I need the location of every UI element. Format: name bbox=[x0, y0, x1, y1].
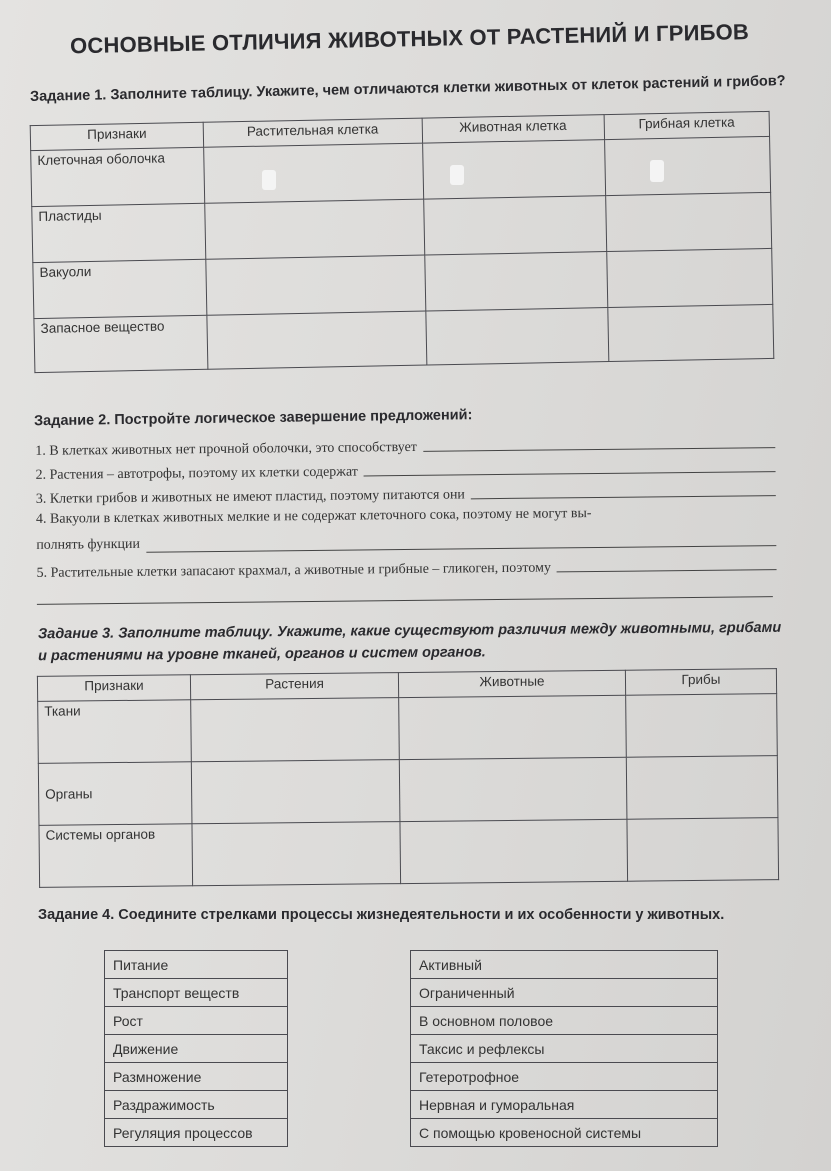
answer-cell[interactable] bbox=[607, 304, 773, 361]
row-label: Системы органов bbox=[39, 824, 193, 888]
answer-cell[interactable] bbox=[605, 192, 771, 251]
answer-cell[interactable] bbox=[399, 757, 626, 821]
table-row bbox=[39, 818, 779, 888]
answer-cell[interactable] bbox=[604, 136, 770, 195]
answer-line[interactable] bbox=[423, 447, 775, 452]
processes-column bbox=[104, 950, 288, 1147]
answer-cell[interactable] bbox=[399, 695, 626, 759]
feature-item[interactable]: Гетеротрофное bbox=[411, 1063, 718, 1091]
task1-heading: Задание 1. Заполните таблицу. Укажите, чем отличаются клетки животных от клеток растений и грибов? bbox=[29, 73, 786, 105]
sentence-text: 5. Растительные клетки запасают крахмал, а животные и грибные – гликоген, поэтому bbox=[36, 560, 552, 581]
task4-heading: Задание 4. Соедините стрелками процессы жизнедеятельности и их особенности у животных. bbox=[38, 907, 725, 923]
answer-cell[interactable] bbox=[423, 196, 606, 255]
column-header: Грибная клетка bbox=[604, 111, 770, 139]
answer-cell[interactable] bbox=[425, 308, 608, 365]
feature-item[interactable]: Ограниченный bbox=[411, 979, 718, 1007]
row-label: Органы bbox=[38, 762, 192, 826]
feature-item[interactable]: С помощью кровеносной системы bbox=[411, 1119, 718, 1147]
features-column bbox=[410, 950, 718, 1147]
column-header: Животная клетка bbox=[422, 115, 605, 143]
sentence-text: 2. Растения – автотрофы, поэтому их клетки содержат bbox=[35, 464, 358, 483]
paper-smudge bbox=[450, 165, 464, 185]
column-header: Признаки bbox=[30, 122, 203, 150]
task3-heading: Задание 3. Заполните таблицу. Укажите, какие существуют различия между животными, грибами и растениями на уровне тканей, органов и систем органов. bbox=[37, 619, 782, 665]
row-label: Ткани bbox=[38, 700, 192, 764]
row-label: Клеточная оболочка bbox=[31, 147, 205, 206]
answer-cell[interactable] bbox=[400, 819, 627, 883]
answer-cell[interactable] bbox=[627, 818, 779, 882]
table-row bbox=[38, 756, 778, 826]
task2-sentences bbox=[35, 428, 777, 605]
row-label: Вакуоли bbox=[33, 259, 207, 318]
process-item[interactable]: Размножение bbox=[105, 1063, 288, 1091]
answer-cell[interactable] bbox=[205, 199, 425, 259]
column-header: Животные bbox=[399, 670, 626, 697]
sentence-text: 3. Клетки грибов и животных не имеют пластид, поэтому питаются они bbox=[35, 487, 465, 507]
paper-smudge bbox=[650, 160, 664, 182]
answer-cell[interactable] bbox=[191, 760, 400, 824]
answer-cell[interactable] bbox=[626, 694, 778, 758]
answer-cell[interactable] bbox=[191, 698, 400, 762]
table-row bbox=[38, 694, 778, 764]
column-header: Растительная клетка bbox=[203, 118, 422, 147]
process-item[interactable]: Раздражимость bbox=[105, 1091, 288, 1119]
task3-table bbox=[37, 668, 779, 888]
sentence-text: 4. Вакуоли в клетках животных мелкие и не содержат клеточного сока, поэтому не могут вы- bbox=[35, 506, 592, 527]
column-header: Растения bbox=[190, 673, 398, 700]
process-item[interactable]: Движение bbox=[105, 1035, 288, 1063]
sentence-4 bbox=[36, 500, 776, 558]
answer-cell[interactable] bbox=[626, 756, 778, 820]
answer-cell[interactable] bbox=[204, 143, 424, 203]
page-title: ОСНОВНЫЕ ОТЛИЧИЯ ЖИВОТНЫХ ОТ РАСТЕНИЙ И ГРИБОВ bbox=[69, 19, 750, 59]
sentence-text: полнять функции bbox=[36, 536, 141, 553]
process-item[interactable]: Питание bbox=[105, 951, 288, 979]
feature-item[interactable]: В основном половое bbox=[411, 1007, 718, 1035]
row-label: Пластиды bbox=[32, 203, 206, 262]
column-header: Грибы bbox=[625, 669, 776, 696]
process-item[interactable]: Рост bbox=[105, 1007, 288, 1035]
task2-heading: Задание 2. Постройте логическое завершение предложений: bbox=[33, 407, 473, 430]
answer-cell[interactable] bbox=[207, 311, 427, 369]
answer-line[interactable] bbox=[471, 495, 776, 499]
answer-cell[interactable] bbox=[192, 822, 401, 886]
paper-smudge bbox=[262, 170, 276, 190]
answer-cell[interactable] bbox=[206, 255, 426, 315]
sentence-text: 1. В клетках животных нет прочной оболочки, это способствует bbox=[35, 439, 417, 459]
answer-cell[interactable] bbox=[606, 248, 772, 307]
process-item[interactable]: Транспорт веществ bbox=[105, 979, 288, 1007]
task1-table bbox=[30, 111, 775, 373]
column-header: Признаки bbox=[37, 675, 190, 702]
process-item[interactable]: Регуляция процессов bbox=[105, 1119, 288, 1147]
answer-line[interactable] bbox=[364, 471, 776, 476]
row-label: Запасное вещество bbox=[34, 315, 208, 372]
feature-item[interactable]: Активный bbox=[411, 951, 718, 979]
answer-cell[interactable] bbox=[424, 252, 607, 311]
feature-item[interactable]: Нервная и гуморальная bbox=[411, 1091, 718, 1119]
feature-item[interactable]: Таксис и рефлексы bbox=[411, 1035, 718, 1063]
answer-line[interactable] bbox=[557, 569, 777, 572]
